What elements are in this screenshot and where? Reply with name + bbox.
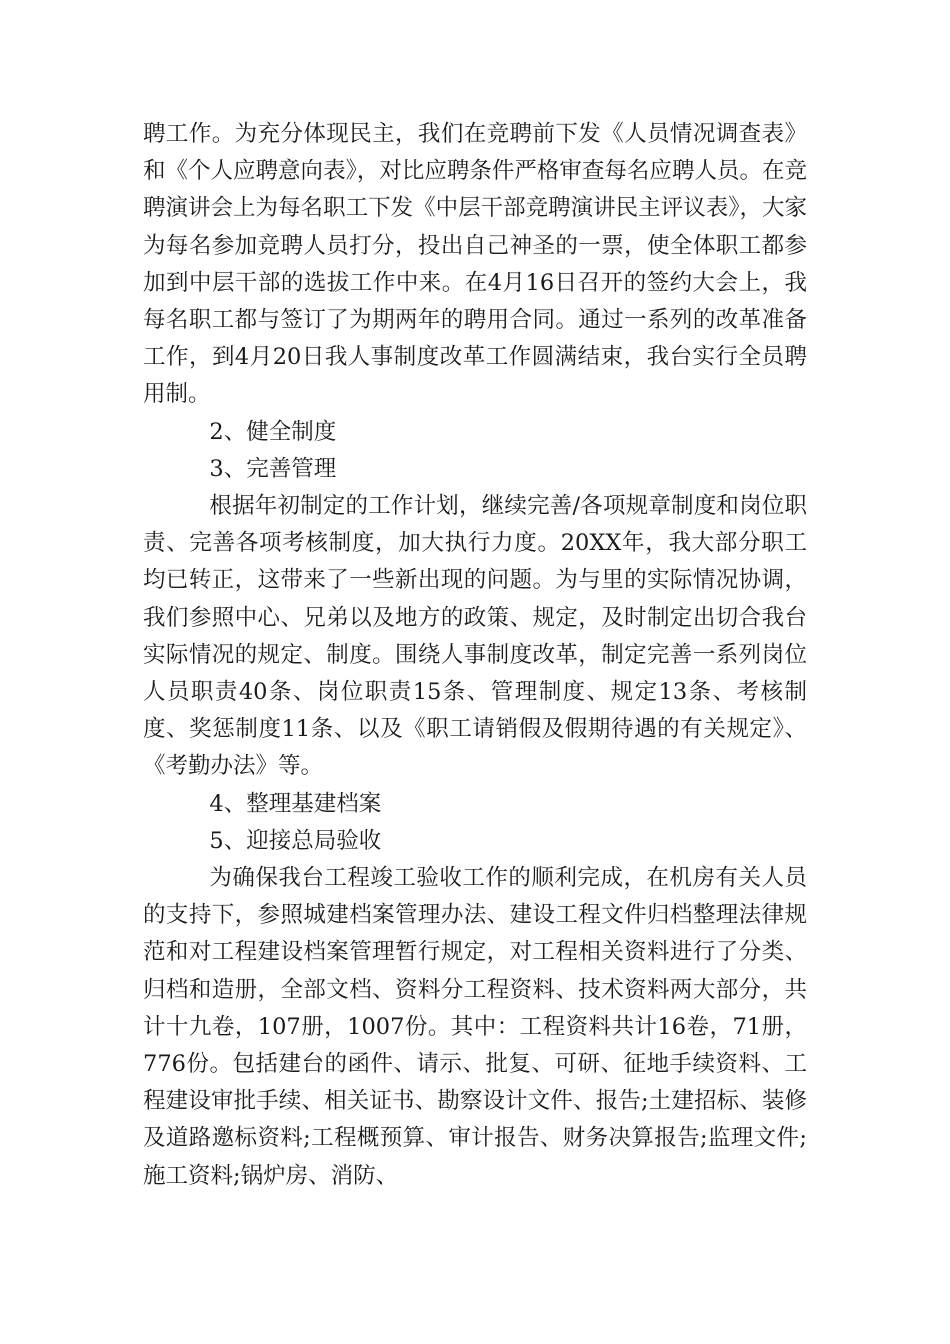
heading-acceptance-inspection: 5、迎接总局验收 [209, 827, 382, 854]
heading-archive-organization: 4、整理基建档案 [209, 790, 382, 817]
paragraph-recruitment: 聘工作。为充分体现民主，我们在竞聘前下发《人员情况调查表》和《个人应聘意向表》，对比应聘条件严格审查每名应聘人员。在竞聘演讲会上为每名职工下发《中层干部竞聘演讲民主评议表》，大家为每名参加竞聘人员打分，投出自己神圣的一票，使全体职工都参加到中层干部的选拔工作中来。在4月16日召开的签约大会上，我每名职工都与签订了为期两年的聘用合同。通过一系列的改革准备工作，到4月20日我人事制度改革工作圆满结束，我台实行全员聘用制。 [143, 121, 807, 408]
paragraph-rules-and-duties: 根据年初制定的工作计划，继续完善/各项规章制度和岗位职责、完善各项考核制度，加大执行力度。20XX年，我大部分职工均已转正，这带来了一些新出现的问题。为与里的实际情况协调，我们参照中心、兄弟以及地方的政策、规定，及时制定出切合我台实际情况的规定、制度。围绕人事制度改革，制定完善一系列岗位人员职责40条、岗位职责15条、管理制度、规定13条、考核制度、奖惩制度11条、以及《职工请销假及假期待遇的有关规定》、《考勤办法》等。 [143, 493, 807, 780]
document-body [143, 116, 807, 1195]
paragraph-engineering-archives: 为确保我台工程竣工验收工作的顺利完成，在机房有关人员的支持下，参照城建档案管理办法、建设工程文件归档整理法律规范和对工程建设档案管理暂行规定，对工程相关资料进行了分类、归档和造册，全部文档、资料分工程资料、技术资料两大部分，共计十九卷，107册，1007份。其中：工程资料共计16卷，71册，776份。包括建台的函件、请示、批复、可研、征地手续资料、工程建设审批手续、相关证书、勘察设计文件、报告;土建招标、装修及道路邀标资料;工程概预算、审计报告、财务决算报告;监理文件;施工资料;锅炉房、消防、 [143, 865, 807, 1189]
heading-improve-system: 2、健全制度 [209, 418, 337, 445]
heading-improve-management: 3、完善管理 [209, 455, 337, 482]
